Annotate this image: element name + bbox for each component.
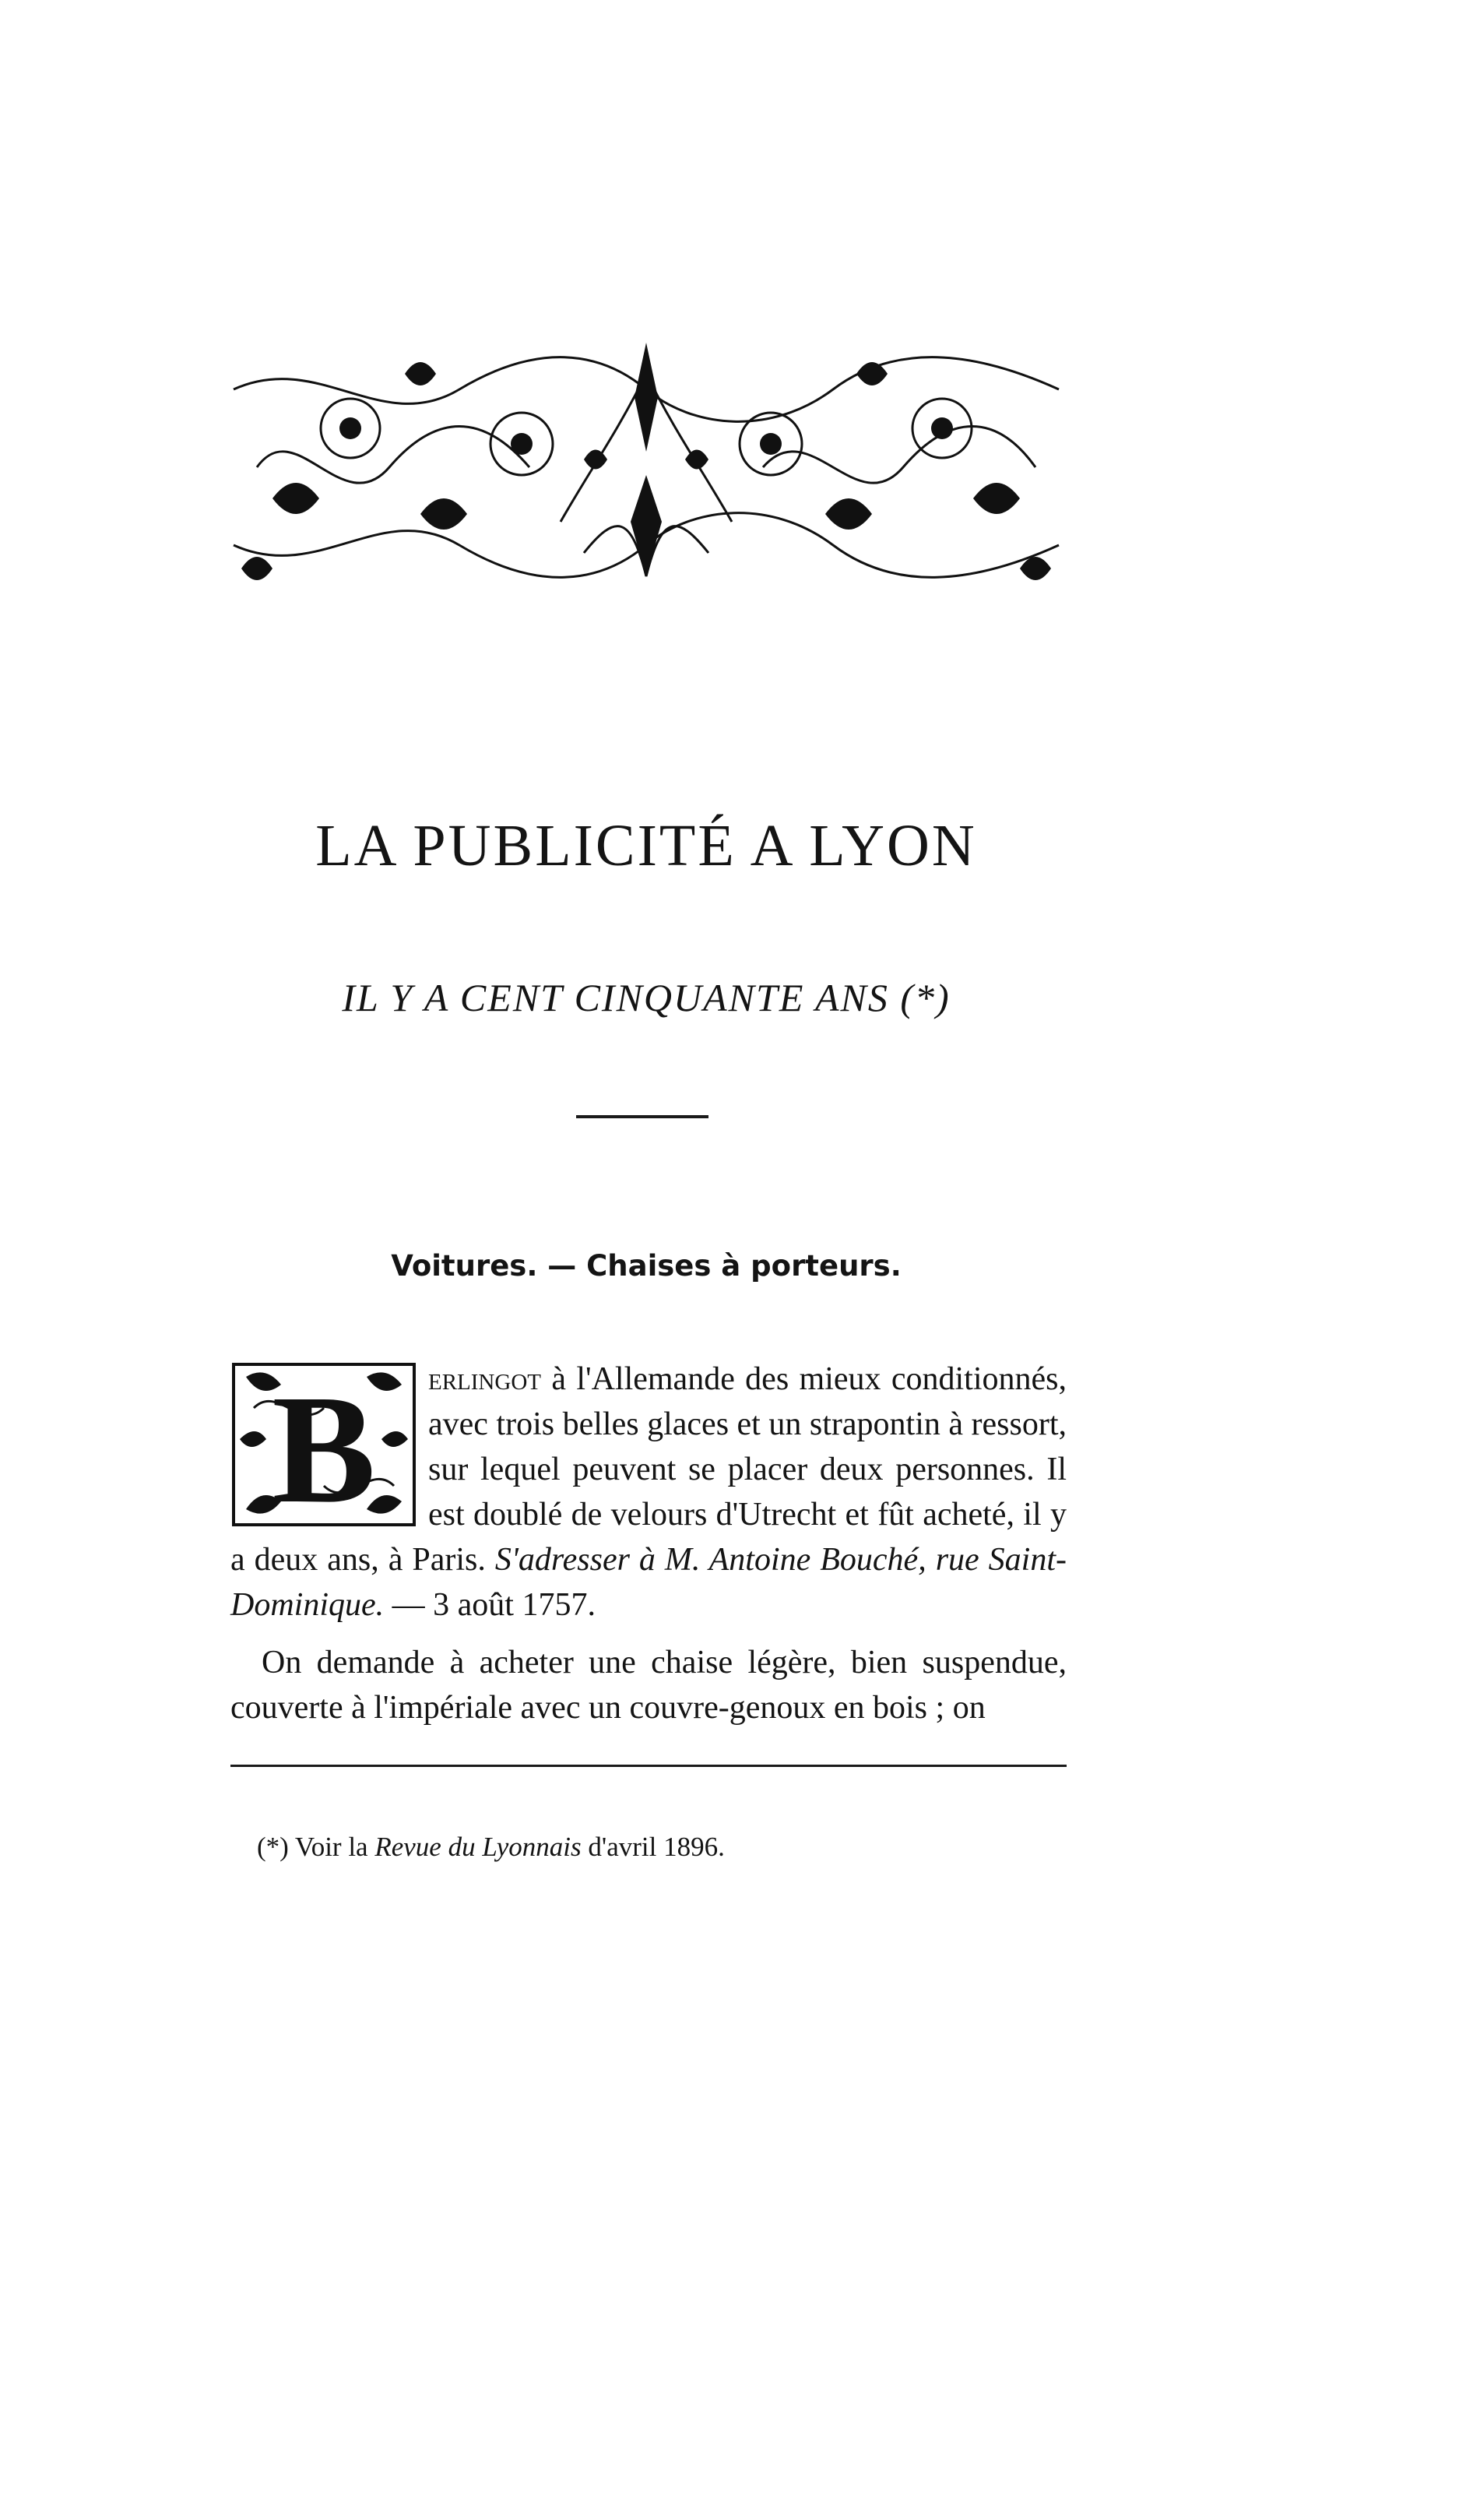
floral-ornament-icon bbox=[226, 343, 1067, 592]
section-heading: Voitures. — Chaises à porteurs. bbox=[391, 1249, 902, 1283]
footnote bbox=[257, 1832, 1067, 1863]
body-text bbox=[230, 1357, 1067, 1730]
title-divider bbox=[576, 1115, 708, 1118]
footnote-marker: (*) bbox=[257, 1832, 289, 1862]
footnote-journal: Revue du Lyonnais bbox=[374, 1832, 582, 1862]
paragraph-1-text: à l'Allemande des mieux conditionnés, avec trois belles glaces et un strapontin à ressort, sur lequel peuvent se placer deux personnes. Il est doublé de velours d'Utrecht et fût acheté, il y a deux ans, à Paris. bbox=[230, 1361, 1067, 1578]
footnote-text-pre: Voir la bbox=[288, 1832, 375, 1862]
paragraph-1-date: — 3 août 1757. bbox=[384, 1587, 596, 1623]
dropcap-ornament-icon bbox=[230, 1361, 417, 1528]
page-subtitle: IL Y A CENT CINQUANTE ANS (*) bbox=[342, 976, 951, 1019]
page-title: LA PUBLICITÉ A LYON bbox=[315, 813, 977, 878]
paragraph-1-address: S'adresser à M. Antoine Bouché, rue Saint-Dominique. bbox=[230, 1542, 1067, 1623]
paragraph-2: On demande à acheter une chaise légère, bien suspendue, couverte à l'impériale avec un couvre-genoux en bois ; on bbox=[230, 1645, 1067, 1726]
paragraph-1 bbox=[230, 1357, 1067, 1628]
footnote-divider bbox=[230, 1765, 1067, 1767]
paragraph-1-opening: erlingot bbox=[428, 1361, 541, 1397]
footnote-text-post: d'avril 1896. bbox=[581, 1832, 725, 1862]
dropcap-letter: B bbox=[272, 1364, 376, 1528]
